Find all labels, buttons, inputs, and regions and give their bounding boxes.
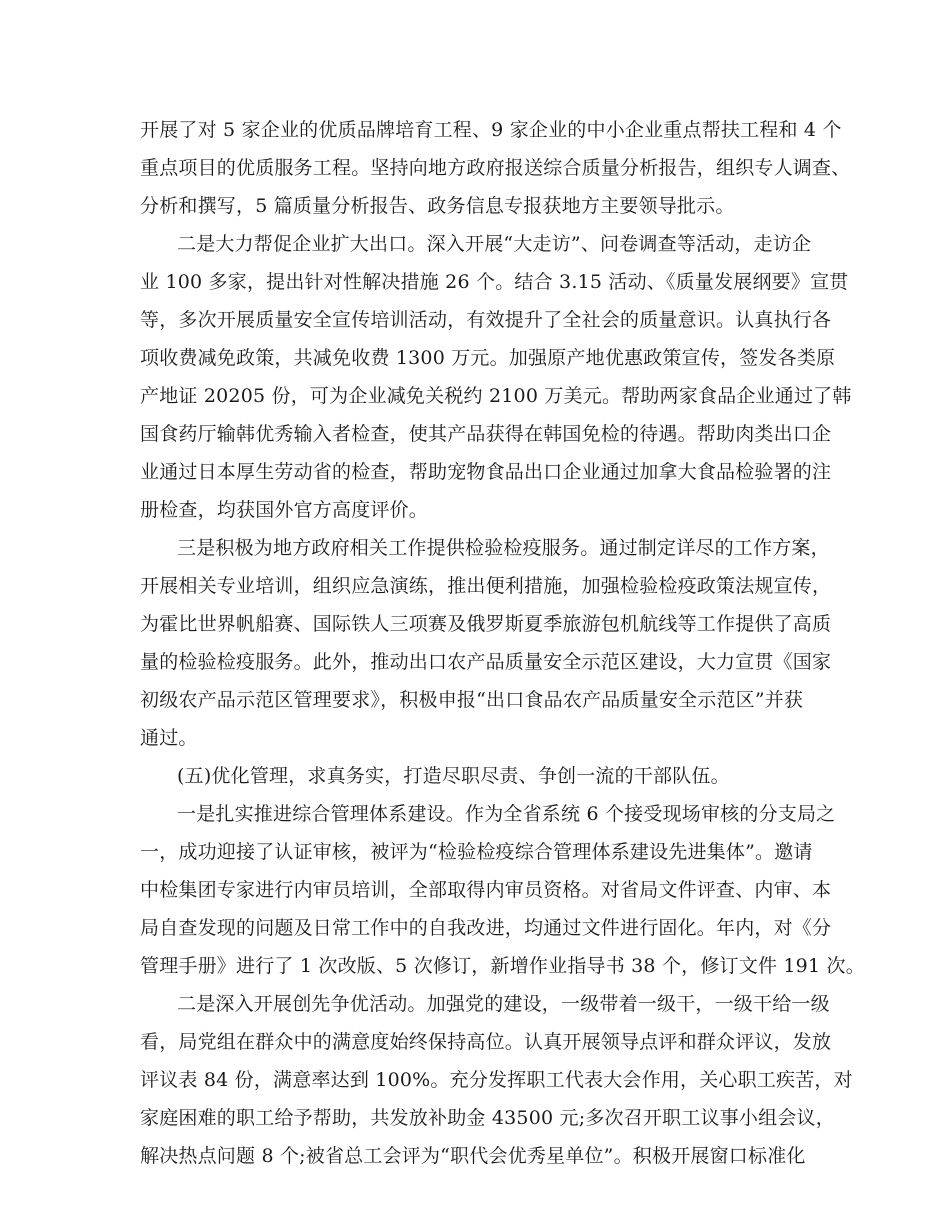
text-line: 等，多次开展质量安全宣传培训活动，有效提升了全社会的质量意识。认真执行各 [140, 309, 832, 331]
paragraph-start-line: 二是大力帮促企业扩大出口。深入开展“大走访”、问卷调查等活动，走访企 [177, 233, 812, 255]
text-line: 册检查，均获国外官方高度评价。 [140, 499, 429, 521]
text-line: 产地证 20205 份，可为企业减免关税约 2100 万美元。帮助两家食品企业通过了韩 [140, 385, 852, 407]
text-line: 看，局党组在群众中的满意度始终保持高位。认真开展领导点评和群众评议，发放 [140, 1031, 832, 1053]
text-line: 局自查发现的问题及日常工作中的自我改进，均通过文件进行固化。年内，对《分 [140, 917, 832, 939]
paragraph-start-line: 三是积极为地方政府相关工作提供检验检疫服务。通过制定详尽的工作方案， [177, 537, 830, 559]
text-line: 开展相关专业培训，组织应急演练，推出便利措施，加强检验检疫政策法规宣传， [140, 575, 832, 597]
paragraph-start-line: 一是扎实推进综合管理体系建设。作为全省系统 6 个接受现场审核的分支局之 [177, 803, 836, 825]
text-line: 管理手册》进行了 1 次改版、5 次修订，新增作业指导书 38 个，修订文件 191 次。 [140, 955, 865, 977]
text-line: 评议表 84 份，满意率达到 100%。充分发挥职工代表大会作用，关心职工疾苦，对 [140, 1069, 853, 1091]
text-line: 国食药厅输韩优秀输入者检查，使其产品获得在韩国免检的待遇。帮助肉类出口企 [140, 423, 832, 445]
text-line: 为霍比世界帆船赛、国际铁人三项赛及俄罗斯夏季旅游包机航线等工作提供了高质 [140, 613, 832, 635]
text-line: 开展了对 5 家企业的优质品牌培育工程、9 家企业的中小企业重点帮扶工程和 4 个 [140, 119, 842, 141]
text-line: 量的检验检疫服务。此外，推动出口农产品质量安全示范区建设，大力宣贯《国家 [140, 651, 832, 673]
text-line: 初级农产品示范区管理要求》，积极申报“出口食品农产品质量安全示范区”并获 [140, 689, 804, 711]
text-line: 一，成功迎接了认证审核，被评为“检验检疫综合管理体系建设先进集体”。邀请 [140, 841, 813, 863]
section-heading: (五)优化管理，求真务实，打造尽职尽责、争创一流的干部队伍。 [177, 765, 730, 787]
text-line: 重点项目的优质服务工程。坚持向地方政府报送综合质量分析报告，组织专人调查、 [140, 157, 851, 179]
paragraph-start-line: 二是深入开展创先争优活动。加强党的建设，一级带着一级干，一级干给一级 [177, 993, 830, 1015]
text-line: 解决热点问题 8 个;被省总工会评为“职代会优秀星单位”。积极开展窗口标准化 [140, 1145, 806, 1167]
text-line: 业通过日本厚生劳动省的检查，帮助宠物食品出口企业通过加拿大食品检验署的注 [140, 461, 832, 483]
text-line: 分析和撰写，5 篇质量分析报告、政务信息专报获地方主要领导批示。 [140, 195, 735, 217]
text-line: 中检集团专家进行内审员培训，全部取得内审员资格。对省局文件评查、内审、本 [140, 879, 832, 901]
text-line: 项收费减免政策，共减免收费 1300 万元。加强原产地优惠政策宣传，签发各类原 [140, 347, 836, 369]
text-line: 业 100 多家，提出针对性解决措施 26 个。结合 3.15 活动、《质量发展纲要》宣贯 [140, 271, 849, 293]
text-line: 通过。 [140, 727, 198, 749]
text-line: 家庭困难的职工给予帮助，共发放补助金 43500 元;多次召开职工议事小组会议， [140, 1107, 835, 1129]
